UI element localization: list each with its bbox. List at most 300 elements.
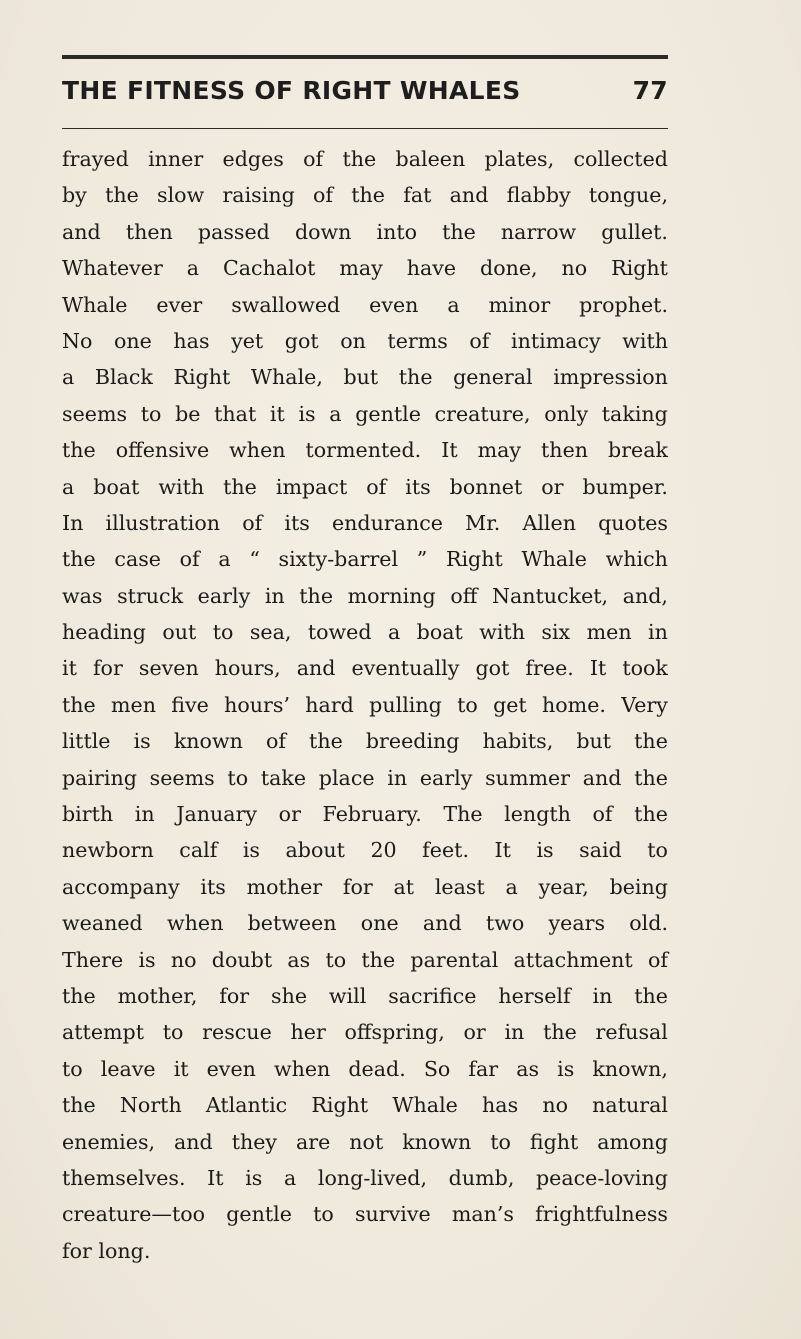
word: gullet. [601,219,668,244]
word: between [247,911,337,936]
word: general [453,365,533,390]
word: summer [485,765,571,790]
word: morning [347,583,436,608]
text-line [62,469,668,505]
word: frayed [62,147,129,171]
text-line [62,1160,668,1196]
word: offensive [115,438,210,463]
word: attempt [62,1020,145,1045]
word: a [62,474,75,499]
word: January [176,802,258,827]
word: five [171,692,209,717]
word: the [105,183,139,208]
word: the [342,147,377,171]
word: slow [157,183,205,208]
word: old. [629,911,668,936]
word: baleen [395,147,466,171]
word: has [482,1093,519,1118]
text-line [62,359,668,395]
text-line [62,505,668,541]
word: are [296,1129,331,1154]
word: men [111,692,156,717]
word: bumper. [582,474,668,499]
word: little [62,729,111,754]
text-line [62,869,668,905]
word: rescue [202,1020,272,1045]
word: to [457,692,478,717]
word: least [434,874,485,899]
word: swallowed [231,292,341,317]
word: sixty-barrel [278,547,399,572]
text-line [62,1014,668,1050]
word: with [479,620,525,645]
word: of [303,147,324,171]
word: years [548,911,606,936]
word: a [329,401,342,426]
word: the [634,802,668,827]
word: is [245,1165,263,1190]
word: one [113,328,152,353]
word: offspring, [344,1020,445,1045]
word: in [504,1020,525,1045]
word: inner [148,147,204,171]
word: long-lived, [317,1165,428,1190]
word: prophet. [579,292,668,317]
word: gentle [355,401,421,426]
word: may [339,256,383,281]
word: to [647,838,668,863]
word: the [442,219,476,244]
word: a [186,256,200,281]
word: her [290,1020,326,1045]
word: to [212,620,234,645]
word: Right [611,256,668,281]
word: it [62,656,77,681]
word: but [343,365,379,390]
running-title: THE FITNESS OF RIGHT WHALES [62,76,521,105]
word: quotes [598,510,668,535]
text-line [62,177,668,213]
word: gentle [226,1202,292,1227]
text-line [62,541,668,577]
word: North [119,1093,182,1118]
word: of [592,802,613,827]
word: a [62,365,75,390]
word: attachment [513,947,633,972]
word: as [287,947,311,972]
word: Whale, [250,365,323,390]
body-text [62,141,668,1269]
word: flabby [506,183,571,208]
word: early [197,583,251,608]
word: impact [275,474,348,499]
word: pulling [369,692,442,717]
word: the [398,365,433,390]
word: Cachalot [223,256,316,281]
word: endurance [331,510,443,535]
word: when [167,911,224,936]
word: or [278,802,301,827]
word: was [62,583,103,608]
word: on [340,328,366,353]
word: with [622,328,668,353]
word: eventually [351,656,460,681]
word: terms [387,328,448,353]
text-line [62,396,668,432]
word: The [443,802,483,827]
word: of [366,474,387,499]
word: February. [322,802,422,827]
text-line [62,687,668,723]
text-line [62,760,668,796]
text-line [62,832,668,868]
text-line [62,614,668,650]
word: to [313,1202,334,1227]
word: men [586,620,632,645]
word: seems [149,765,215,790]
word: is [133,729,151,754]
word: will [328,983,367,1008]
word: be [175,401,201,426]
word: get [493,692,527,717]
top-rule [62,55,668,59]
word: may [477,438,522,463]
word: No [62,328,93,353]
word: its [284,510,310,535]
word: hours, [214,656,281,681]
word: breeding [365,729,460,754]
word: and [422,911,462,936]
word: sea, [249,620,292,645]
word: seems [62,401,128,426]
word: the [223,474,257,499]
word: the [634,983,668,1008]
word: off [450,583,478,608]
word: in [264,583,285,608]
word: It [494,838,511,863]
word: Whale [62,292,128,317]
word: then [125,219,173,244]
word: calf [179,838,218,863]
word: Black [94,365,153,390]
word: and [174,1129,213,1154]
word: ” [416,547,428,572]
word: a [218,547,231,572]
text-line [62,905,668,941]
word: taking [601,401,668,426]
word: Right [173,365,231,390]
word: in [134,802,155,827]
word: raising [222,183,295,208]
word: towed [307,620,372,645]
word: case [114,547,161,572]
word: themselves. [62,1165,186,1190]
word: and, [622,583,668,608]
word: of [469,328,490,353]
word: It [589,656,607,681]
word: impression [553,365,668,390]
word: the [62,983,96,1008]
word: have [406,256,457,281]
text-line [62,432,668,468]
word: or [463,1020,486,1045]
word: bonnet [449,474,523,499]
word: habits, [482,729,554,754]
word: minor [488,292,551,317]
word: Atlantic [205,1093,288,1118]
word: long. [98,1238,151,1263]
text-line [62,1087,668,1123]
word: they [231,1129,278,1154]
word: hard [305,692,354,717]
word: dumb, [448,1165,515,1190]
text-line [62,1124,668,1160]
running-head [62,76,668,112]
word: fight [529,1129,579,1154]
text-line [62,1233,668,1269]
word: doubt [211,947,273,972]
word: in [648,620,668,645]
word: herself [498,983,571,1008]
word: It [207,1165,224,1190]
word: 20 [370,838,397,863]
word: its [200,874,226,899]
word: birth [62,802,114,827]
word: the [351,183,385,208]
word: “ [249,547,260,572]
word: the [62,692,96,717]
word: to [490,1129,511,1154]
word: for [92,656,123,681]
word: passed [197,219,270,244]
word: no [170,947,197,972]
word: year, [538,874,589,899]
text-line [62,796,668,832]
word: of [179,547,200,572]
word: creature, [434,401,531,426]
word: with [158,474,205,499]
word: to [140,401,162,426]
word: its [405,474,431,499]
word: then [541,438,589,463]
word: Very [621,692,668,717]
word: So [423,1056,451,1081]
word: Nantucket, [491,583,609,608]
header-rule [62,128,668,129]
word: mother [246,874,323,899]
word: parental [410,947,499,972]
word: no [561,256,588,281]
word: to [62,1056,83,1081]
word: free. [525,656,574,681]
word: Whatever [62,256,163,281]
word: weaned [62,911,143,936]
word: and [62,219,101,244]
word: the [543,1020,577,1045]
word: intimacy [510,328,601,353]
word: for [62,1238,92,1263]
word: in [592,983,613,1008]
text-line [62,1196,668,1232]
word: enemies, [62,1129,156,1154]
word: sacrifice [388,983,477,1008]
word: feet. [422,838,469,863]
word: survive [354,1202,431,1227]
word: peace-loving [535,1165,668,1190]
text-line [62,214,668,250]
word: Right [445,547,503,572]
word: It [441,438,458,463]
word: creature—too [62,1202,206,1227]
word: is [298,401,316,426]
word: two [485,911,525,936]
word: illustration [105,510,221,535]
word: being [609,874,668,899]
word: the [62,547,96,572]
word: done, [480,256,538,281]
word: heading [62,620,146,645]
text-line [62,1051,668,1087]
word: tormented. [305,438,422,463]
word: boat [93,474,140,499]
word: known, [592,1056,668,1081]
text-line [62,141,668,177]
word: to [227,765,249,790]
word: only [544,401,589,426]
word: There [62,947,124,972]
word: is [138,947,156,972]
word: is [557,1056,575,1081]
word: even [369,292,419,317]
word: ever [156,292,203,317]
text-line [62,287,668,323]
word: mother, [117,983,198,1008]
word: dead. [348,1056,406,1081]
word: and [449,183,489,208]
word: got [284,328,319,353]
word: and [582,765,622,790]
word: the [62,1093,96,1118]
word: pairing [62,765,137,790]
word: man’s [451,1202,514,1227]
word: into [376,219,418,244]
word: leave [100,1056,156,1081]
word: for [342,874,373,899]
word: in [387,765,408,790]
word: for [219,983,250,1008]
word: frightfulness [535,1202,668,1227]
text-line [62,323,668,359]
word: of [313,183,334,208]
word: Whale [521,547,587,572]
word: newborn [62,838,154,863]
word: has [173,328,210,353]
word: among [597,1129,668,1154]
word: is [536,838,554,863]
word: natural [592,1093,668,1118]
text-line [62,942,668,978]
word: down [294,219,352,244]
word: the [309,729,343,754]
word: hours’ [224,692,291,717]
word: that [214,401,257,426]
word: to [162,1020,184,1045]
word: about [285,838,345,863]
word: the [634,729,668,754]
word: but [576,729,612,754]
word: when [273,1056,331,1081]
word: home. [542,692,606,717]
word: Allen [522,510,576,535]
word: edges [222,147,284,171]
word: even [206,1056,256,1081]
word: far [468,1056,499,1081]
word: known [402,1129,472,1154]
word: narrow [500,219,577,244]
word: fat [403,183,432,208]
text-line [62,650,668,686]
word: a [387,620,401,645]
word: known [173,729,243,754]
word: not [349,1129,384,1154]
word: break [608,438,668,463]
word: a [447,292,460,317]
word: yet [231,328,264,353]
word: plates, [484,147,555,171]
word: when [229,438,286,463]
word: took [622,656,668,681]
word: refusal [595,1020,668,1045]
word: to [325,947,347,972]
word: accompany [62,874,180,899]
text-line [62,723,668,759]
word: it [173,1056,189,1081]
word: tongue, [588,183,668,208]
word: six [541,620,571,645]
word: the [361,947,396,972]
word: by [62,183,87,208]
word: of [647,947,668,972]
word: boat [416,620,463,645]
word: which [605,547,668,572]
word: collected [573,147,668,171]
text-line [62,578,668,614]
word: no [542,1093,568,1118]
word: Right [311,1093,369,1118]
word: is [242,838,260,863]
word: and [296,656,336,681]
word: or [541,474,564,499]
word: one [360,911,399,936]
word: as [516,1056,540,1081]
word: the [62,438,96,463]
word: of [242,510,263,535]
word: of [265,729,286,754]
word: take [260,765,307,790]
word: got [475,656,510,681]
word: Mr. [465,510,501,535]
word: Whale [392,1093,458,1118]
word: at [393,874,415,899]
page-number: 77 [632,76,668,105]
word: early [419,765,473,790]
word: place [318,765,375,790]
word: a [505,874,518,899]
word: In [62,510,84,535]
word: said [579,838,622,863]
word: out [162,620,197,645]
word: seven [138,656,199,681]
